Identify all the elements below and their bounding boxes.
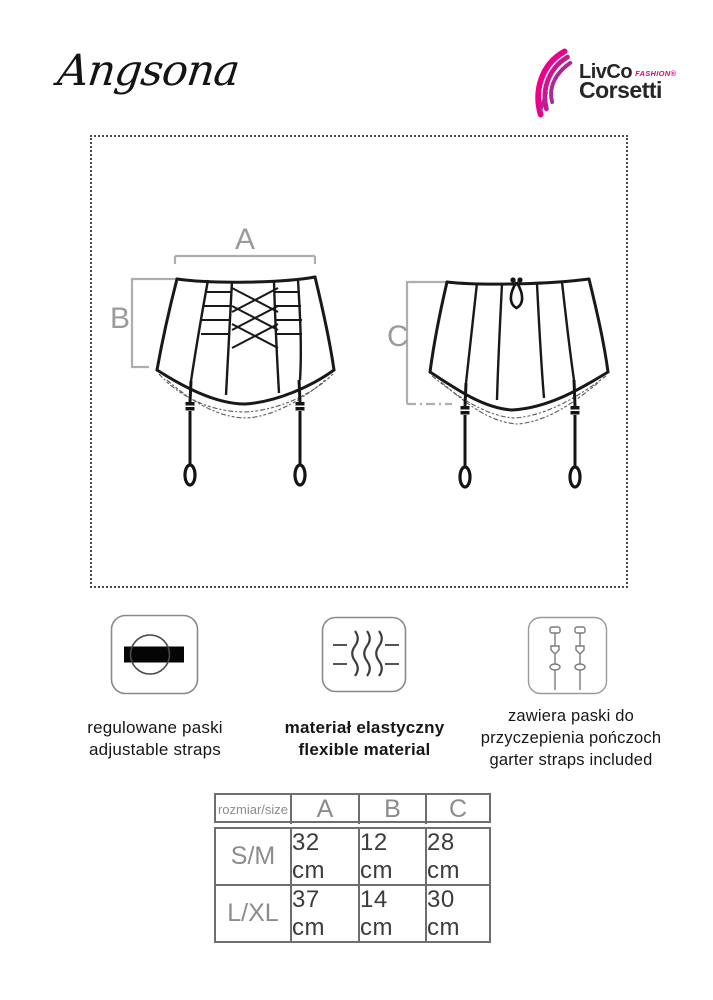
brand-logo-text bbox=[579, 62, 676, 102]
size-table-body bbox=[214, 827, 491, 943]
feature-line: materiał elastyczny bbox=[284, 718, 445, 737]
brand-name-top: LivCo bbox=[579, 61, 633, 83]
brand-fashion-tag: FASHION® bbox=[635, 69, 677, 79]
feature-line: adjustable straps bbox=[89, 740, 221, 759]
column-header-a: A bbox=[290, 795, 358, 824]
feature-line: flexible material bbox=[298, 740, 431, 759]
feature-line: przyczepienia pończoch bbox=[480, 729, 662, 747]
feature-label-garter-straps bbox=[452, 705, 690, 771]
size-value: 28 cm bbox=[425, 829, 489, 884]
size-value: 14 cm bbox=[358, 884, 425, 941]
feature-label-flexible-material bbox=[262, 717, 467, 761]
size-value: 32 cm bbox=[290, 829, 358, 884]
garment-back-drawing bbox=[377, 228, 617, 494]
size-value: 37 cm bbox=[290, 884, 358, 941]
size-value: 12 cm bbox=[358, 829, 425, 884]
adjustable-straps-icon bbox=[110, 614, 199, 695]
dimension-c-label: C bbox=[387, 320, 409, 353]
size-table bbox=[214, 793, 491, 943]
size-value: 30 cm bbox=[425, 884, 489, 941]
column-header-c: C bbox=[425, 795, 489, 824]
feature-line: garter straps included bbox=[489, 751, 653, 769]
dimension-b-label: B bbox=[110, 302, 131, 335]
column-header-b: B bbox=[358, 795, 425, 824]
brand-name-bottom: Corsetti bbox=[579, 77, 662, 103]
feature-label-adjustable-straps bbox=[35, 717, 275, 761]
garter-straps-icon bbox=[527, 616, 608, 695]
technical-drawing-box bbox=[90, 135, 628, 588]
size-table-header bbox=[214, 793, 491, 823]
feature-line: regulowane paski bbox=[87, 718, 223, 737]
dimension-a-label: A bbox=[234, 228, 256, 256]
garment-front-drawing bbox=[97, 228, 342, 494]
brand-logo bbox=[533, 44, 683, 120]
size-row-label: L/XL bbox=[216, 884, 290, 941]
elastic-material-icon bbox=[321, 616, 407, 693]
size-row-label: S/M bbox=[230, 842, 276, 870]
size-table-header-label: rozmiar/size bbox=[217, 802, 289, 817]
feature-line: zawiera paski do bbox=[507, 707, 635, 725]
logo-swirl-icon bbox=[533, 46, 577, 118]
product-title: Angsona bbox=[54, 46, 242, 96]
